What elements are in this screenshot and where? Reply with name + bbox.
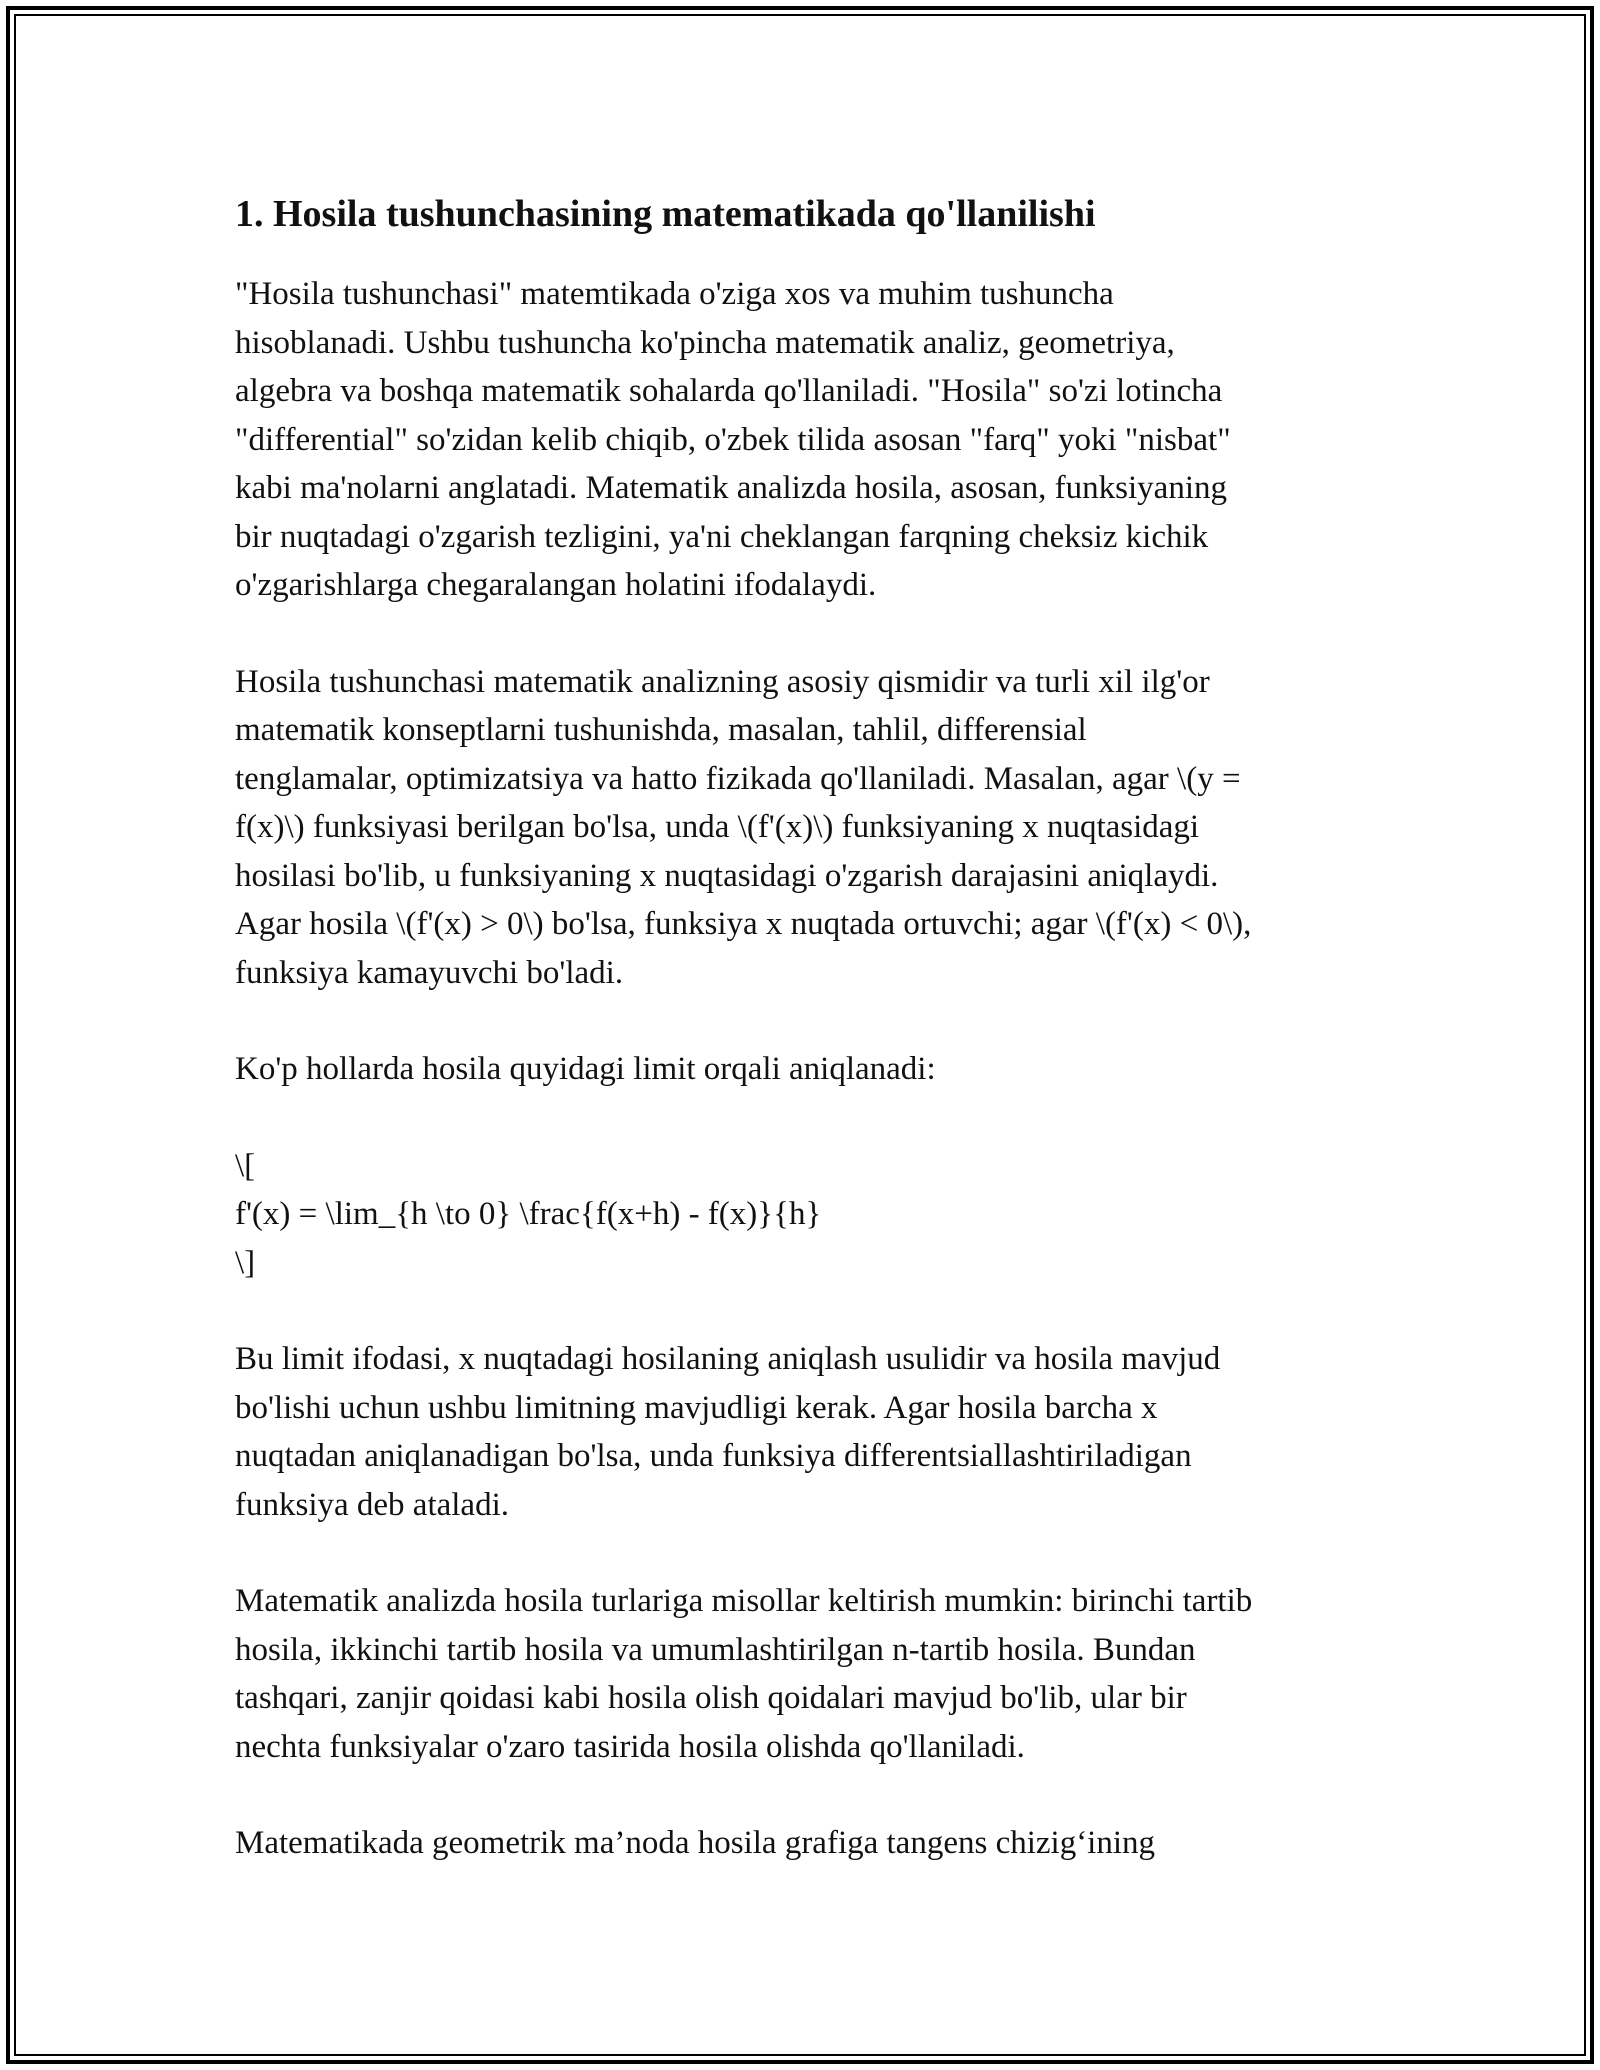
- paragraph-geometric-meaning: Matematikada geometrik ma’noda hosila grafiga tangens chizig‘ining: [235, 1825, 1156, 1861]
- formula-close-delimiter: \]: [235, 1244, 256, 1281]
- formula-open-delimiter: \[: [235, 1147, 256, 1184]
- section-heading: 1. Hosila tushunchasining matematikada qo'llanilishi: [235, 193, 1096, 235]
- paragraph-limit-explanation: Bu limit ifodasi, x nuqtadagi hosilaning aniqlash usulidir va hosila mavjud bo'lishi uchun ushbu limitning mavjudligi kerak. Agar hosila barcha x nuqtadan aniqlanadigan bo'lsa, unda funksiya differentsiallashtiriladigan funksiya deb ataladi.: [235, 1341, 1221, 1523]
- document-page: [235, 188, 1375, 1916]
- paragraph-derivative-types: Matematik analizda hosila turlariga misollar keltirish mumkin: birinchi tartib hosila, ikkinchi tartib hosila va umumlashtirilgan n-tartib hosila. Bundan tashqari, zanjir qoidasi kabi hosila olish qoidalari mavjud bo'lib, ular bir nechta funksiyalar o'zaro tasirida hosila olishda qo'llaniladi.: [235, 1583, 1253, 1765]
- formula-body: f'(x) = \lim_{h \to 0} \frac{f(x+h) - f(x)}{h}: [235, 1196, 822, 1232]
- paragraph-usage: Hosila tushunchasi matematik analizning asosiy qismidir va turli xil ilg'or matematik konseptlarni tushunishda, masalan, tahlil, differensial tenglamalar, optimizatsiya va hatto fizikada qo'llaniladi. Masalan, agar \(y = f(x)\) funksiyasi berilgan bo'lsa, unda \(f'(x)\) funksiyaning x nuqtasidagi hosilasi bo'lib, u funksiyaning x nuqtasidagi o'zgarish darajasini aniqlaydi. Agar hosila \(f'(x) > 0\) bo'lsa, funksiya x nuqtada ortuvchi; agar \(f'(x) < 0\), funksiya kamayuvchi bo'ladi.: [235, 663, 1252, 991]
- paragraph-limit-intro: Ko'p hollarda hosila quyidagi limit orqali aniqlanadi:: [235, 1051, 936, 1087]
- limit-formula: [235, 1142, 1375, 1288]
- paragraph-definition: "Hosila tushunchasi" matemtikada o'ziga xos va muhim tushuncha hisoblanadi. Ushbu tushuncha ko'pincha matematik analiz, geometriya, algebra va boshqa matematik sohalarda qo'llaniladi. "Hosila" so'zi lotincha "differential" so'zidan kelib chiqib, o'zbek tilida asosan "farq" yoki "nisbat" kabi ma'nolarni anglatadi. Matematik analizda hosila, asosan, funksiyaning bir nuqtadagi o'zgarish tezligini, ya'ni cheklangan farqning cheksiz kichik o'zgarishlarga chegaralangan holatini ifodalaydi.: [235, 276, 1231, 603]
